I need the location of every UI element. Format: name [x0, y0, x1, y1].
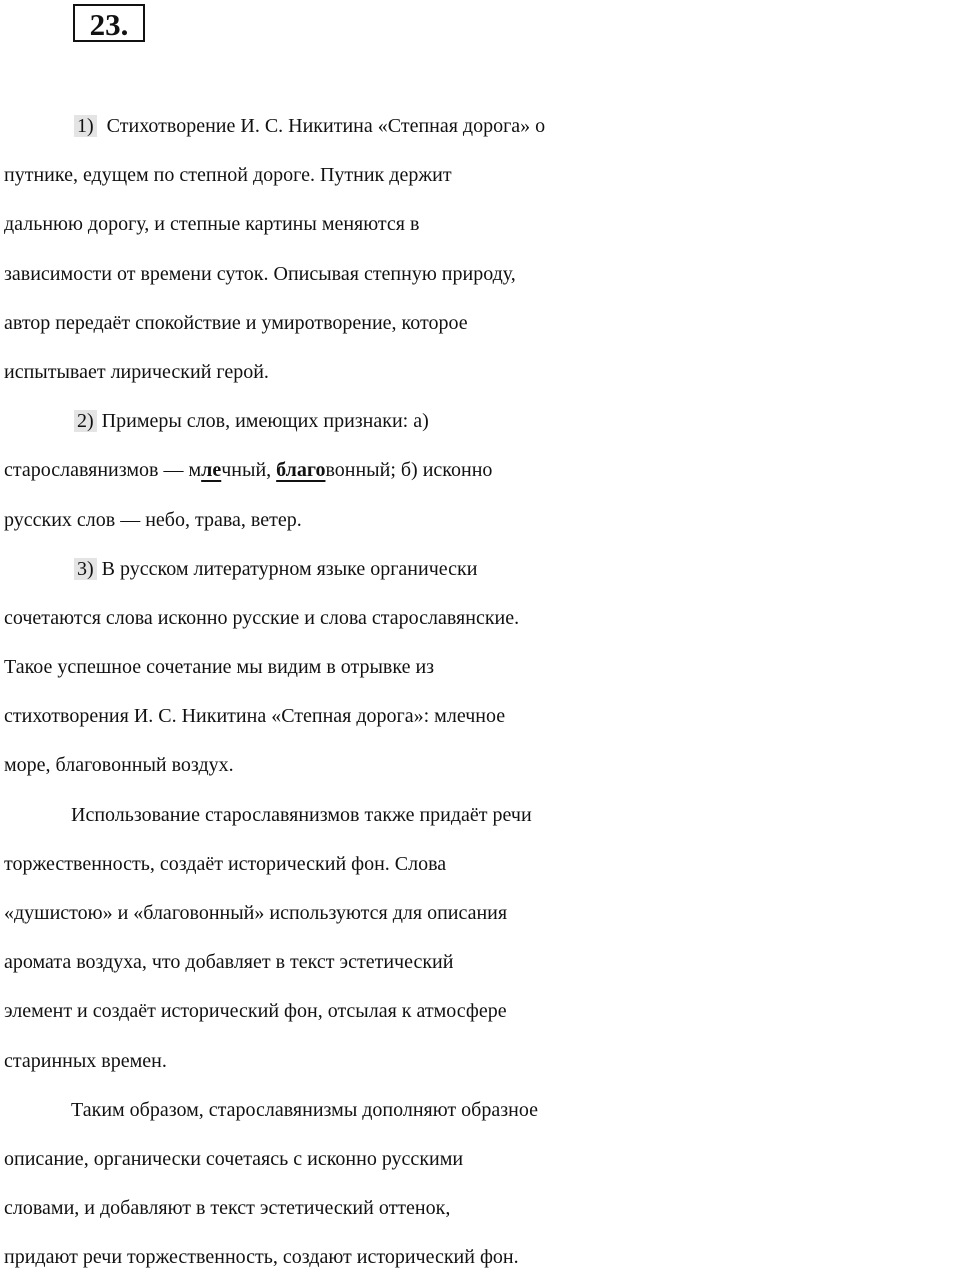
- paragraph-1-line-1: [4, 102, 960, 151]
- paragraph-5-line-3: словами, и добавляют в текст эстетический оттенок,: [4, 1197, 451, 1220]
- paragraph-3-line-4: стихотворения И. С. Никитина «Степная дорога»: млечное: [4, 705, 506, 728]
- text-line: Примеры слов, имеющих признаки: а): [96, 410, 429, 433]
- paragraph-4-line-5: элемент и создаёт исторический фон, отсылая к атмосфере: [4, 1000, 507, 1023]
- text-fragment: старославянизмов — м: [4, 459, 202, 482]
- text-fragment: чный,: [221, 459, 277, 482]
- paragraph-2-line-1: [4, 397, 960, 446]
- task-number-box: 23.: [73, 4, 145, 42]
- paragraph-1-line-5: автор передаёт спокойствие и умиротворение, которое: [4, 311, 468, 334]
- text-line: В русском литературном языке органически: [96, 557, 478, 580]
- paragraph-5-line-4: придают речи торжественность, создают исторический фон.: [4, 1246, 519, 1269]
- item-number-2: 2): [74, 410, 97, 432]
- item-number-1: 1): [74, 115, 97, 137]
- paragraph-4-line-4: аромата воздуха, что добавляет в текст эстетический: [4, 951, 454, 974]
- highlighted-morpheme: ле: [201, 459, 222, 482]
- item-number-3: 3): [74, 558, 97, 580]
- text-fragment: вонный; б) исконно: [325, 459, 493, 482]
- paragraph-3-line-5: море, благовонный воздух.: [4, 754, 234, 777]
- paragraph-5-line-2: описание, органически сочетаясь с исконно русскими: [4, 1147, 464, 1170]
- paragraph-2-line-2: [4, 446, 960, 495]
- paragraph-4-line-6: старинных времен.: [4, 1049, 167, 1072]
- answer-text: [4, 102, 960, 1283]
- paragraph-1-line-6: испытывает лирический герой.: [4, 360, 269, 383]
- paragraph-4-line-2: торжественность, создаёт исторический фон. Слова: [4, 852, 447, 875]
- paragraph-3-line-1: [4, 545, 960, 594]
- paragraph-4-line-1: Использование старославянизмов также придаёт речи: [71, 803, 532, 826]
- paragraph-1-line-2: путнике, едущем по степной дороге. Путник держит: [4, 164, 452, 187]
- highlighted-morpheme: благо: [276, 459, 326, 482]
- paragraph-4-line-3: «душистою» и «благовонный» используются для описания: [4, 902, 508, 924]
- paragraph-2-line-3: русских слов — небо, трава, ветер.: [4, 508, 302, 531]
- paragraph-1-line-4: зависимости от времени суток. Описывая степную природу,: [4, 262, 516, 285]
- text-line: Стихотворение И. С. Никитина «Степная дорога» о: [106, 115, 546, 137]
- paragraph-5-line-1: Таким образом, старославянизмы дополняют образное: [71, 1098, 538, 1121]
- paragraph-3-line-2: сочетаются слова исконно русские и слова старославянские.: [4, 606, 520, 629]
- paragraph-3-line-3: Такое успешное сочетание мы видим в отрывке из: [4, 656, 435, 679]
- paragraph-1-line-3: дальнюю дорогу, и степные картины меняются в: [4, 213, 420, 236]
